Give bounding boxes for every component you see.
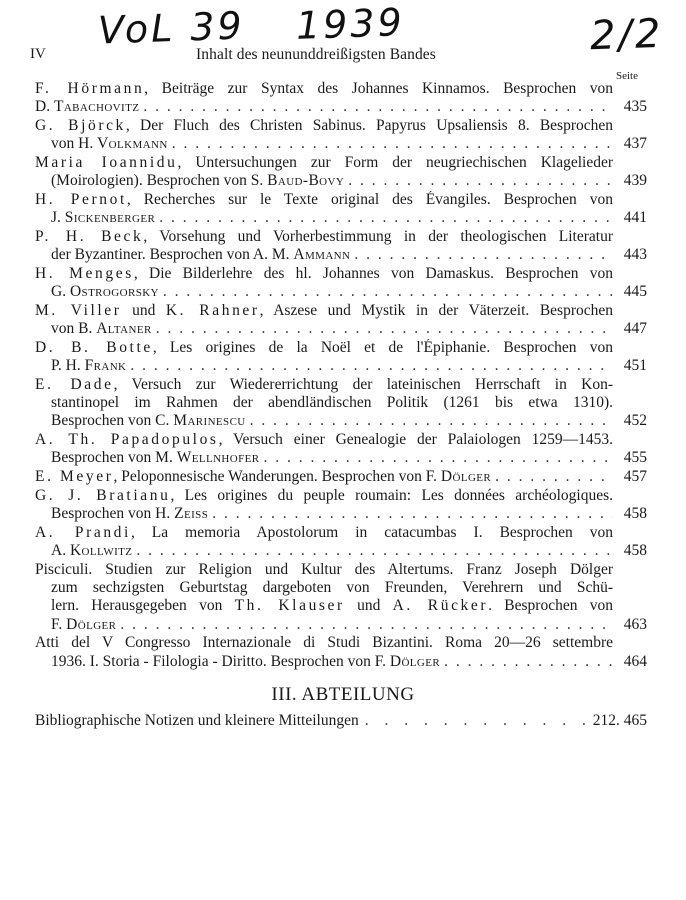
title-text: , Les origines de la Noël et de l'Épiphanie. Besprochen von — [152, 339, 613, 356]
toc-page-number: 435 — [623, 98, 647, 116]
reviewer-name: Wellnhofer — [176, 449, 260, 467]
toc-entry — [35, 228, 647, 264]
title-text: , Beiträge zur Syntax des Johannes Kinnamos. Besprochen von — [144, 80, 613, 97]
title-text: , Aszese und Mystik in der Väterzeit. Besprochen — [259, 302, 613, 319]
toc-entry-text — [35, 634, 613, 651]
title-text: zum sechzigsten Geburtstag dargeboten von Freunden, Verehrern und Schü- — [51, 579, 613, 597]
dot-leader — [212, 505, 613, 523]
title-text: , Die Bilderlehre des hl. Johannes von Damaskus. Besprochen von — [133, 265, 613, 282]
toc-entry — [35, 634, 647, 670]
reviewer-name: Altaner — [96, 320, 152, 338]
author-name: Th. Klauser — [234, 597, 345, 615]
toc-entry-text — [51, 505, 208, 523]
title-text: von H. — [51, 135, 98, 153]
title-text: , Recherches sur le Texte original des Évangiles. Besprochen von — [126, 191, 613, 208]
toc-entry-line — [35, 449, 613, 467]
dot-leader — [130, 357, 613, 375]
toc-entry-line — [35, 542, 613, 560]
title-text: , La memoria Apostolorum in catacumbas I. Besprochen von — [130, 524, 613, 541]
running-title: Inhalt des neununddreißigsten Bandes — [196, 46, 436, 63]
author-name: M. Viller — [35, 302, 122, 319]
title-text: und — [344, 597, 393, 615]
toc-page-number: 441 — [623, 209, 647, 227]
title-text: (Moirologien). Besprochen von S. — [51, 172, 268, 190]
bibliography-pages: 212. 465 — [592, 712, 647, 729]
toc-page-number: 457 — [623, 468, 647, 486]
toc-entry-line — [35, 616, 613, 634]
dot-leader — [136, 542, 613, 560]
dot-leader — [354, 246, 613, 264]
author-name: H. Menges — [35, 265, 134, 282]
toc-entry-line — [35, 339, 613, 357]
toc-entry-text — [35, 191, 613, 208]
title-text: , Untersuchungen zur Form der neugriechischen Klagelieder — [177, 154, 613, 171]
title-text: der Byzantiner. Besprochen von A. M. — [51, 246, 294, 264]
toc-entry — [35, 339, 647, 375]
toc-entry-line — [35, 376, 613, 394]
title-text: und — [121, 302, 166, 319]
author-name: G. Björck — [35, 117, 126, 134]
toc-entry-line — [35, 487, 613, 505]
toc-entry-line — [35, 653, 613, 671]
dot-leader — [250, 412, 613, 430]
dot-leader — [159, 209, 613, 227]
toc-page-number: 451 — [623, 357, 647, 375]
toc-entry — [35, 431, 647, 467]
title-text: 1936. I. Storia - Filologia - Diritto. Besprochen von F. — [51, 652, 390, 670]
author-name: Maria Ioannidu — [35, 154, 178, 171]
toc-entry-line — [35, 246, 613, 264]
toc-entry-line — [35, 228, 613, 246]
toc-entry-text — [51, 320, 152, 338]
toc-entry-line — [35, 320, 613, 338]
toc-entry-text — [51, 653, 440, 671]
reviewer-name: Dölger — [66, 615, 117, 633]
title-text: von B. — [51, 320, 97, 338]
toc-entry-text — [35, 117, 613, 134]
toc-entry-text — [51, 616, 116, 634]
handwritten-volume-note: VoL 39 — [97, 3, 246, 53]
author-name: D. B. Botte — [35, 339, 153, 356]
toc-page-number: 458 — [623, 505, 647, 523]
toc-page-number: 437 — [623, 135, 647, 153]
author-name: P. H. Beck — [35, 228, 144, 245]
reviewer-name: Baud-Bovy — [267, 172, 345, 190]
title-text: lern. Herausgegeben von — [51, 597, 235, 615]
toc-entry-text — [35, 561, 613, 578]
title-text: , Les origines du peuple roumain: Les données archéologiques. — [170, 487, 613, 504]
toc-entry-line — [35, 524, 613, 542]
reviewer-name: Volkmann — [97, 135, 168, 153]
toc-entry-text — [51, 172, 344, 190]
author-name: K. Rahner — [165, 302, 260, 319]
toc-entry-line — [35, 579, 613, 597]
title-text: stantinopel im Rahmen der abendländischen Politik (1261 bis etwa 1310). — [51, 394, 613, 412]
title-text: , Versuch einer Genealogie der Palaiologen 1259—1453. — [218, 431, 613, 449]
toc-entry-line — [35, 209, 613, 227]
title-text: Besprochen von H. — [51, 505, 175, 523]
toc-entry-text — [51, 209, 155, 227]
title-text: P. H. — [51, 357, 85, 375]
toc-entry — [35, 265, 647, 301]
bibliography-label: Bibliographische Notizen und kleinere Mitteilungen — [35, 712, 359, 729]
toc-entry — [35, 376, 647, 431]
dot-leader — [264, 449, 614, 467]
title-text: , Der Fluch des Christen Sabinus. Papyrus Upsaliensis 8. Besprochen — [125, 117, 613, 134]
reviewer-name: Dölger — [440, 468, 492, 486]
toc-entry-text — [35, 376, 613, 393]
toc-page-number: 452 — [623, 412, 647, 430]
reviewer-name: Sickenberger — [64, 209, 156, 227]
author-name: G. J. Bratianu — [35, 487, 171, 504]
dot-leader — [143, 98, 613, 116]
handwritten-part-note: 2/2 — [589, 10, 665, 60]
title-text: , Versuch zur Wiedererrichtung der lateinischen Herrschaft in Kon- — [113, 376, 613, 393]
author-name: F. Hörmann — [35, 80, 145, 97]
table-of-contents — [35, 80, 647, 671]
bibliography-entry — [35, 712, 647, 730]
title-text: D. — [35, 98, 54, 116]
title-text: Atti del V Congresso Internazionale di Studi Bizantini. Roma 20—26 settembre — [35, 634, 613, 652]
toc-entry-line — [35, 135, 613, 153]
author-name: A. Rücker — [392, 597, 489, 615]
author-name: E. Dade — [35, 376, 114, 393]
toc-entry-line — [35, 117, 613, 135]
title-text: . Besprochen von — [488, 597, 613, 615]
toc-entry-line — [35, 412, 613, 430]
toc-entry-line — [35, 468, 613, 486]
toc-entry-text — [35, 468, 491, 486]
toc-entry-text — [35, 302, 613, 319]
toc-entry-text — [51, 449, 260, 467]
toc-entry-text — [35, 228, 613, 245]
toc-entry-line — [35, 172, 613, 190]
dot-leader — [163, 283, 613, 301]
toc-entry-line — [35, 80, 613, 98]
toc-page-number: 445 — [623, 283, 647, 301]
toc-entry-line — [35, 561, 613, 579]
author-name: A. Prandi — [35, 524, 131, 541]
toc-entry-line — [35, 98, 613, 116]
toc-page-number: 463 — [623, 615, 647, 633]
toc-entry-text — [35, 80, 613, 97]
dot-leader — [348, 172, 613, 190]
dot-leader — [120, 616, 613, 634]
toc-entry-text — [51, 135, 168, 153]
reviewer-name: Zeiss — [174, 505, 209, 523]
toc-page-number: 455 — [623, 449, 647, 467]
toc-entry-line — [35, 431, 613, 449]
title-text: , Peloponnesische Wanderungen. Besprochen von F. — [113, 468, 441, 486]
page-number: IV — [30, 46, 46, 62]
toc-entry-text — [51, 283, 159, 301]
title-text: Pisciculi. Studien zur Religion und Kultur des Altertums. Franz Joseph Dölger — [35, 561, 613, 578]
toc-entry-text — [35, 154, 613, 171]
dot-leader — [365, 712, 587, 730]
toc-entry-text — [35, 265, 613, 282]
page-column-heading: Seite — [616, 70, 638, 82]
toc-entry-text — [51, 579, 613, 596]
toc-entry-text — [35, 524, 613, 541]
toc-entry-line — [35, 302, 613, 320]
toc-entry-text — [51, 357, 126, 375]
toc-entry-line — [35, 634, 613, 652]
toc-entry — [35, 468, 647, 486]
title-text: Besprochen von C. — [51, 412, 174, 430]
toc-entry — [35, 524, 647, 560]
title-text: A. — [51, 542, 70, 560]
toc-entry-text — [51, 597, 613, 614]
dot-leader — [444, 653, 613, 671]
toc-entry-line — [35, 265, 613, 283]
title-text: G. — [51, 283, 70, 301]
dot-leader — [172, 135, 613, 153]
toc-entry-text — [35, 431, 613, 448]
toc-entry-text — [51, 394, 613, 411]
toc-page-number: 458 — [623, 542, 647, 560]
section-heading: III. ABTEILUNG — [271, 684, 415, 705]
toc-entry-text — [51, 412, 246, 430]
toc-page-number: 464 — [623, 652, 647, 670]
reviewer-name: Kollwitz — [69, 542, 133, 560]
toc-entry — [35, 80, 647, 116]
reviewer-name: Tabachovitz — [53, 98, 140, 116]
reviewer-name: Frank — [84, 357, 127, 375]
author-name: A. Th. Papadopulos — [35, 431, 219, 449]
toc-entry — [35, 154, 647, 190]
title-text: J. — [51, 209, 65, 227]
author-name: H. Pernot — [35, 191, 127, 208]
toc-entry — [35, 302, 647, 338]
reviewer-name: Ammann — [293, 246, 351, 264]
toc-entry-line — [35, 505, 613, 523]
toc-entry — [35, 487, 647, 523]
toc-entry — [35, 561, 647, 634]
toc-page-number: 447 — [623, 320, 647, 338]
toc-entry-line — [35, 597, 613, 615]
toc-entry-text — [35, 98, 139, 116]
dot-leader — [495, 468, 613, 486]
toc-page-number: 443 — [623, 246, 647, 264]
dot-leader — [156, 320, 613, 338]
toc-entry-text — [35, 339, 613, 356]
reviewer-name: Marinescu — [173, 412, 246, 430]
reviewer-name: Dölger — [389, 652, 441, 670]
title-text: F. — [51, 615, 67, 633]
handwritten-year-note: 1939 — [295, 0, 406, 48]
toc-entry-text — [51, 542, 132, 560]
toc-entry-line — [35, 191, 613, 209]
toc-entry-line — [35, 283, 613, 301]
toc-entry — [35, 191, 647, 227]
toc-entry — [35, 117, 647, 153]
toc-page-number: 439 — [623, 172, 647, 190]
toc-entry-line — [35, 394, 613, 412]
author-name: E. Meyer — [35, 468, 114, 486]
toc-entry-line — [35, 154, 613, 172]
toc-entry-text — [35, 487, 613, 504]
toc-entry-text — [51, 246, 350, 264]
reviewer-name: Ostrogorsky — [69, 283, 159, 301]
title-text: Besprochen von M. — [51, 449, 177, 467]
toc-entry-line — [35, 357, 613, 375]
title-text: , Vorsehung und Vorherbestimmung in der theologischen Literatur — [143, 228, 613, 245]
